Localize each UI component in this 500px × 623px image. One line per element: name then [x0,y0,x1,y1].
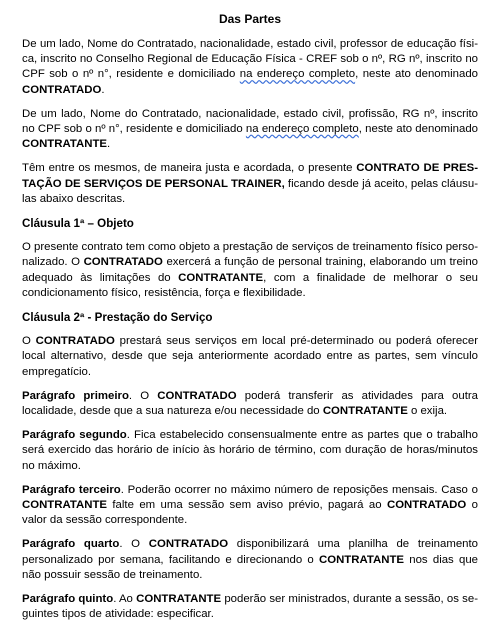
text: . O [119,538,149,551]
paragraph-agreement [22,161,478,207]
text: . Fica estabelecido consensualmente entre as partes que o trabalho será exercido das horário de início às horário de término, com duração de horas/minutos no máximo. [22,429,478,472]
text: O presente contrato tem como objeto a prestação de serviços de treinamento físico personalizado. O [22,241,478,269]
paragraph-quarto [22,537,478,583]
text: o valor da sessão correspondente. [22,499,479,527]
paragraph-primeiro [22,389,478,419]
paragraph-quinto [22,592,478,622]
text: . [107,138,111,151]
text: poderá transferir as atividades para outra localidade, desde que a sua natureza e/ou necessidade do [22,389,479,418]
bold-term: CONTRATADO [157,389,237,402]
bold-term: CONTRATADO [35,335,115,348]
clause-1-heading: Cláusula 1ª – Objeto [22,217,134,231]
text: falte em uma sessão sem aviso prévio, pagará ao [107,499,387,512]
paragraph-segundo [22,428,478,474]
paragraph-label: Parágrafo terceiro [22,483,121,496]
bold-term: CONTRATANTE [178,271,264,284]
paragraph-contratado-parties [22,37,478,98]
address-placeholder[interactable]: na endereço completo [245,123,359,136]
text: ficando desde já aceito, pelas cláusulas abaixo descritas. [22,177,478,205]
text: O [22,335,36,348]
bold-term: CONTRATANTE [319,553,404,566]
clause-2-body [22,334,478,380]
paragraph-contratante-parties [22,107,478,153]
text: Têm entre os mesmos, de maneira justa e acordada, o presente [22,162,357,175]
paragraph-label: Parágrafo segundo [22,429,127,442]
bold-term: CONTRATO DE PRESTAÇÃO DE SERVIÇOS DE PERSONAL TRAINER, [22,162,478,190]
paragraph-label: Parágrafo quinto [22,593,114,606]
text: disponibilizará uma planilha de treinamento personalizado por semana, facilitando e direcionando o [22,538,478,566]
clause-1-body [22,240,478,301]
bold-term: CONTRATANTE [136,593,222,606]
text: . Poderão ocorrer no máximo número de reposições mensais. Caso o [120,483,478,496]
document-title: Das Partes [218,12,282,26]
paragraph-label: Parágrafo primeiro [22,389,129,402]
bold-term: CONTRATANTE [22,138,107,151]
text: exercerá a função de personal training, elaborando um treino adequado às limitações do [22,256,478,284]
text: De um lado, Nome do Contratado, nacionalidade, estado civil, profissão, RG nº, inscrito no CPF sob o nº n°, residente e domiciliado [22,107,478,136]
text: o exija. [407,405,448,418]
text: poderão ser ministrados, durante a sessão, os seguintes tipos de atividade: especificar. [22,593,478,621]
bold-term: CONTRATADO [22,83,102,96]
text: , neste ato denominado [358,123,479,136]
text: prestará seus serviços em local pré-determinado ou poderá oferecer local alternativo, desde que seja anteriormente acordado entre as partes, sem vínculo empregatício. [22,335,478,378]
address-placeholder[interactable]: na endereço completo [239,68,356,81]
bold-term: CONTRATADO [148,538,229,551]
paragraph-terceiro [22,483,478,529]
bold-term: CONTRATADO [386,499,467,512]
text: De um lado, Nome do Contratado, nacionalidade, estado civil, professor de educação física, inscrito no Conselho Regional de Educação Física - CREF sob o nº, RG nº, inscrito no CPF sob o nº n°, residente e domiciliado [22,38,478,81]
paragraph-label: Parágrafo quarto [22,538,120,551]
clause-2-heading: Cláusula 2ª - Prestação do Serviço [22,311,213,325]
text: , neste ato denominado [355,68,479,81]
bold-term: CONTRATADO [83,256,163,269]
text: , com a finalidade de melhorar o seu condicionamento físico, resistência, força e flexibilidade. [22,271,478,299]
bold-term: CONTRATANTE [322,405,408,418]
text: . [101,83,105,96]
text: . Ao [113,593,137,606]
bold-term: CONTRATANTE [22,499,107,512]
text: . O [128,389,158,402]
text: nos dias que não possuir sessão de treinamento. [22,553,479,581]
